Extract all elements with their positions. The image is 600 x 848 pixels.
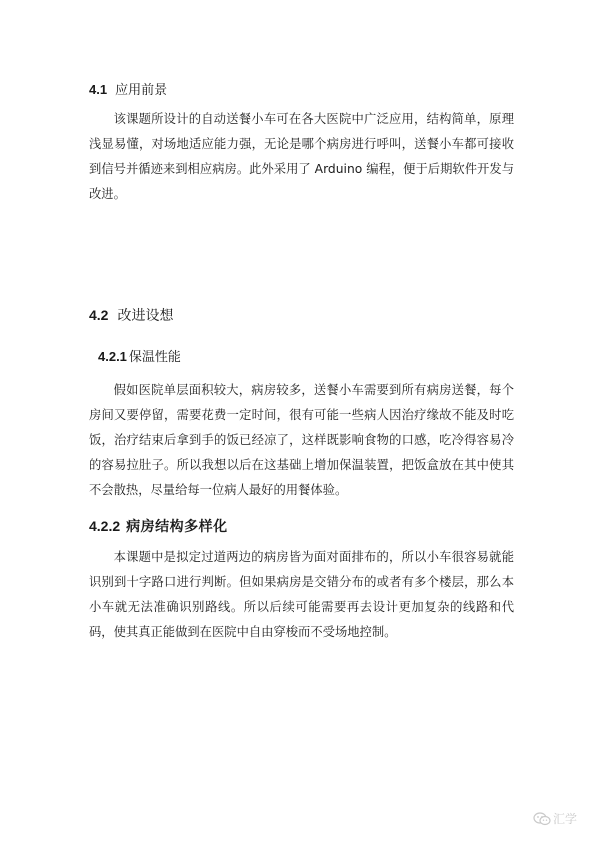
- wechat-icon: [533, 812, 551, 826]
- section-4-2-2-paragraph: 本课题中是拟定过道两边的病房皆为面对面排布的，所以小车很容易就能识别到十字路口进行判断。但如果病房是交错分布的或者有多个楼层，那么本小车就无法准确识别路线。所以后续可能需要再去设计更加复杂的线路和代码，使其真正能做到在医院中自由穿梭而不受场地控制。: [89, 550, 514, 639]
- section-title: 病房结构多样化: [126, 519, 228, 535]
- section-4-2-heading: [89, 305, 173, 325]
- section-title: 保温性能: [128, 350, 181, 365]
- section-4-2-2-heading: [89, 516, 228, 536]
- section-number: 4.2.2: [89, 518, 121, 534]
- watermark: [533, 810, 577, 827]
- section-4-1-paragraph: 该课题所设计的自动送餐小车可在各大医院中广泛应用，结构简单，原理浅显易懂，对场地适应能力强，无论是哪个病房进行呼叫，送餐小车都可接收到信号并循迹来到相应病房。此外采用了 Arduino 编程，便于后期软件开发与改进。: [89, 112, 514, 201]
- watermark-text: 汇学: [553, 812, 578, 826]
- section-4-2-1-heading: [98, 346, 181, 365]
- section-number: 4.2: [89, 307, 109, 323]
- section-title: 改进设想: [117, 308, 174, 324]
- section-4-2-1-paragraph: 假如医院单层面积较大，病房较多，送餐小车需要到所有病房送餐，每个房间又要停留，需要花费一定时间，很有可能一些病人因治疗缘故不能及时吃饭，治疗结束后拿到手的饭已经凉了，这样既影响食物的口感，吃冷得容易冷的容易拉肚子。所以我想以后在这基础上增加保温装置，把饭盒放在其中使其不会散热，尽量给每一位病人最好的用餐体验。: [89, 383, 514, 497]
- section-number: 4.1: [89, 82, 108, 97]
- section-number: 4.2.1: [98, 349, 127, 364]
- section-title: 应用前景: [115, 83, 168, 98]
- section-4-1-heading: [89, 79, 167, 98]
